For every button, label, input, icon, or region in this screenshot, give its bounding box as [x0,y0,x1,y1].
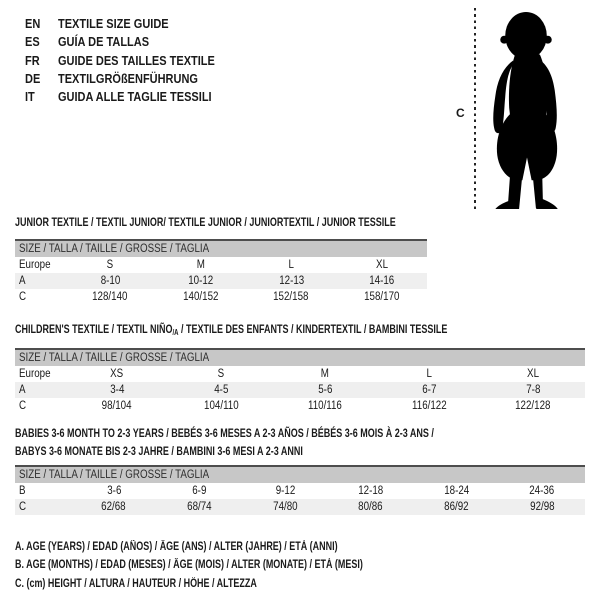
lang-code: IT [25,90,35,105]
value-cell: 6-9 [192,485,207,497]
table-row-c [15,289,427,305]
height-measure-label: C [456,106,465,120]
junior-size-table [15,239,427,305]
table-row-a [15,382,585,398]
value-cell: 12-13 [278,275,304,287]
value-cell: 80/86 [358,501,384,513]
lang-row-fr [25,52,445,70]
value-cell: 12-18 [358,485,384,497]
lang-title: TEXTILE SIZE GUIDE [58,17,169,32]
lang-code: DE [25,72,41,87]
size-header-row: SIZE / TALLA / TAILLE / GRÖSSE / TAGLIA [15,348,585,366]
value-cell: 86/92 [444,501,469,513]
value-cell: 110/116 [308,400,342,412]
children-size-table [15,348,585,414]
footnote-c: C. (cm) HEIGHT / ALTURA / HAUTEUR / HÖHE / ALTEZZA [15,577,257,590]
table-row-c [15,398,585,414]
value-cell: 5-6 [317,384,333,396]
lang-title: GUIDA ALLE TAGLIE TESSILI [58,90,212,105]
footnote-b: B. AGE (MONTHS) / EDAD (MESES) / ÂGE (MOIS) / ALTER (MONATE) / ETÀ (MESI) [15,559,363,572]
size-cell: L [426,368,432,380]
language-title-block [25,15,445,106]
value-cell: 3-4 [109,384,125,396]
size-cell: XL [527,368,539,380]
value-cell: 92/98 [529,501,555,513]
value-cell: 3-6 [106,485,121,497]
value-cell: 140/152 [183,291,219,303]
row-label: B [19,485,26,497]
value-cell: 18-24 [443,485,469,497]
table-row-c [15,499,585,515]
size-cell: XS [110,368,124,380]
table-row-europe [15,257,427,273]
lang-code: FR [25,53,40,68]
lang-title: TEXTILGRÖßENFÜHRUNG [58,72,198,87]
lang-title: GUÍA DE TALLAS [58,35,150,50]
height-dotted-line [474,8,476,212]
value-cell: 10-12 [188,275,214,287]
babies-section-title-line1: BABIES 3-6 MONTH TO 2-3 YEARS / BEBÉS 3-6 MESES A 2-3 AÑOS / BÉBÉS 3-6 MOIS À 2-3 ANS / [15,426,434,440]
size-header-row: SIZE / TALLA / TAILLE / GRÖSSE / TAGLIA [15,239,427,257]
toddler-silhouette-icon [482,11,572,209]
size-cell: S [217,368,225,380]
table-row-b [15,483,585,499]
value-cell: 116/122 [411,400,447,412]
row-label: Europe [19,368,51,380]
size-cell: M [320,368,330,380]
value-cell: 104/110 [203,400,239,412]
row-label: Europe [19,259,51,271]
row-label: C [19,501,27,513]
babies-size-table [15,465,585,515]
value-cell: 128/140 [92,291,128,303]
nino-a-subscript: /A [172,328,179,337]
footnote-a: A. AGE (YEARS) / EDAD (AÑOS) / ÂGE (ANS) / ALTER (JAHRE) / ETÀ (ANNI) [15,541,338,554]
table-row-europe [15,366,585,382]
row-label: C [19,400,27,412]
babies-section-title-line2: BABYS 3-6 MONATE BIS 2-3 JAHRE / BAMBINI 3-6 MESI A 2-3 ANNI [15,444,303,458]
value-cell: 68/74 [187,501,212,513]
value-cell: 152/158 [273,291,309,303]
value-cell: 74/80 [272,501,298,513]
value-cell: 62/68 [101,501,127,513]
row-label: C [19,291,27,303]
row-label: A [19,384,26,396]
footnotes-block [15,538,585,593]
value-cell: 158/170 [364,291,400,303]
value-cell: 14-16 [369,275,395,287]
lang-row-it [25,88,445,106]
value-cell: 6-7 [421,384,437,396]
lang-row-de [25,70,445,88]
value-cell: 8-10 [100,275,121,287]
table-row-a [15,273,427,289]
lang-row-en [25,15,445,33]
size-header-row: SIZE / TALLA / TAILLE / GRÖSSE / TAGLIA [15,465,585,483]
value-cell: 122/128 [515,400,551,412]
lang-code: ES [25,35,40,50]
size-cell: XL [375,259,388,271]
size-cell: S [106,259,114,271]
value-cell: 7-8 [525,384,541,396]
size-cell: L [288,259,294,271]
lang-code: EN [25,17,41,32]
value-cell: 4-5 [213,384,229,396]
children-section-title: CHILDREN'S TEXTILE / TEXTIL NIÑO/A / TEXTILE DES ENFANTS / KINDERTEXTIL / BAMBINI TESSILE [15,322,448,337]
value-cell: 24-36 [529,485,555,497]
lang-row-es [25,33,445,51]
size-cell: M [196,259,205,271]
value-cell: 98/104 [102,400,132,412]
row-label: A [19,275,26,287]
junior-section-title: JUNIOR TEXTILE / TEXTIL JUNIOR/ TEXTILE JUNIOR / JUNIORTEXTIL / JUNIOR TESSILE [15,215,396,229]
value-cell: 9-12 [275,485,295,497]
lang-title: GUIDE DES TAILLES TEXTILE [58,53,215,68]
